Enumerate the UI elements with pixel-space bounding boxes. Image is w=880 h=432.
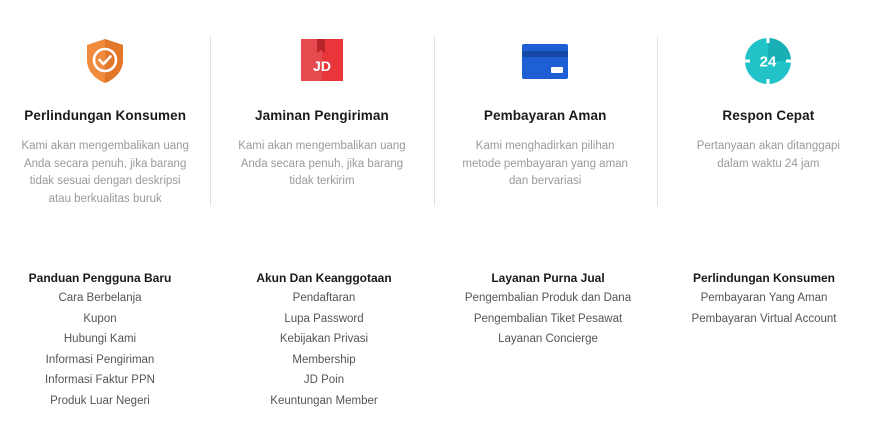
feature-desc-line: tidak terkirim bbox=[289, 175, 355, 187]
footer-link[interactable]: Pendaftaran bbox=[292, 292, 356, 304]
footer-link[interactable]: Pengembalian Produk dan Dana bbox=[464, 292, 632, 304]
footer-link[interactable]: Hubungi Kami bbox=[63, 333, 137, 346]
clock-24-icon bbox=[743, 36, 793, 86]
footer-link[interactable]: Kebijakan Privasi bbox=[279, 333, 369, 346]
feature-description bbox=[446, 138, 645, 191]
feature-desc-line: Anda secara penuh, jika barang bbox=[23, 157, 187, 170]
link-column-new-user-guide bbox=[0, 268, 200, 412]
feature-consumer-protection bbox=[0, 0, 210, 220]
link-column-heading: Akun Dan Keanggotaan bbox=[256, 271, 392, 285]
footer-link[interactable]: Pembayaran Virtual Account bbox=[691, 312, 837, 325]
link-column-consumer-protection bbox=[648, 268, 880, 412]
footer-link[interactable]: Keuntungan Member bbox=[270, 394, 378, 407]
shield-check-icon bbox=[80, 36, 130, 86]
credit-card-icon bbox=[520, 36, 570, 86]
jd-box-icon bbox=[297, 36, 347, 86]
link-column-heading: Perlindungan Konsumen bbox=[692, 271, 835, 285]
footer-link-columns bbox=[0, 268, 880, 412]
footer-link[interactable]: Layanan Concierge bbox=[498, 333, 598, 346]
link-list bbox=[448, 288, 648, 350]
jd-logo-text: JD bbox=[312, 58, 331, 74]
footer-link[interactable]: Membership bbox=[292, 353, 356, 366]
feature-desc-line: Pertanyaan akan ditanggapi bbox=[696, 140, 840, 152]
link-list bbox=[648, 288, 880, 329]
feature-desc-line: Kami akan mengembalikan uang bbox=[238, 140, 406, 152]
feature-title: Jaminan Pengiriman bbox=[255, 108, 389, 123]
feature-desc-line: atau berkualitas buruk bbox=[48, 192, 162, 205]
footer-link[interactable]: Kupon bbox=[83, 312, 117, 325]
feature-desc-line: Kami akan mengembalikan uang bbox=[21, 140, 189, 152]
clock-24-text: 24 bbox=[760, 53, 777, 71]
footer-link[interactable]: JD Poin bbox=[303, 374, 345, 387]
feature-delivery-guarantee bbox=[210, 0, 433, 220]
feature-desc-line: tidak sesuai dengan deskripsi bbox=[29, 175, 181, 187]
feature-description bbox=[222, 138, 421, 191]
footer-link[interactable]: Informasi Pengiriman bbox=[45, 353, 155, 366]
link-column-after-sales bbox=[448, 268, 648, 412]
feature-desc-line: Anda secara penuh, jika barang bbox=[240, 157, 404, 170]
link-column-heading: Layanan Purna Jual bbox=[491, 271, 605, 285]
feature-title: Respon Cepat bbox=[722, 108, 815, 123]
feature-description bbox=[669, 138, 868, 173]
footer-link[interactable]: Lupa Password bbox=[284, 312, 364, 325]
footer-link[interactable]: Informasi Faktur PPN bbox=[45, 374, 155, 387]
footer-link[interactable]: Produk Luar Negeri bbox=[50, 394, 150, 407]
feature-fast-response bbox=[657, 0, 880, 220]
link-column-account-membership bbox=[200, 268, 448, 412]
link-list bbox=[200, 288, 448, 412]
feature-desc-line: dalam waktu 24 jam bbox=[717, 157, 820, 170]
footer-link[interactable]: Cara Berbelanja bbox=[58, 292, 142, 304]
footer-link[interactable]: Pengembalian Tiket Pesawat bbox=[473, 312, 623, 325]
link-list bbox=[0, 288, 200, 412]
feature-desc-line: dan bervariasi bbox=[509, 175, 582, 187]
feature-desc-line: Kami menghadirkan pilihan bbox=[475, 140, 615, 152]
feature-desc-line: metode pembayaran yang aman bbox=[462, 157, 628, 170]
feature-title: Perlindungan Konsumen bbox=[24, 108, 187, 123]
feature-secure-payment bbox=[434, 0, 657, 220]
link-column-heading: Panduan Pengguna Baru bbox=[28, 271, 172, 285]
feature-title: Pembayaran Aman bbox=[483, 108, 607, 123]
feature-description bbox=[12, 138, 198, 208]
footer-link[interactable]: Pembayaran Yang Aman bbox=[700, 292, 828, 304]
